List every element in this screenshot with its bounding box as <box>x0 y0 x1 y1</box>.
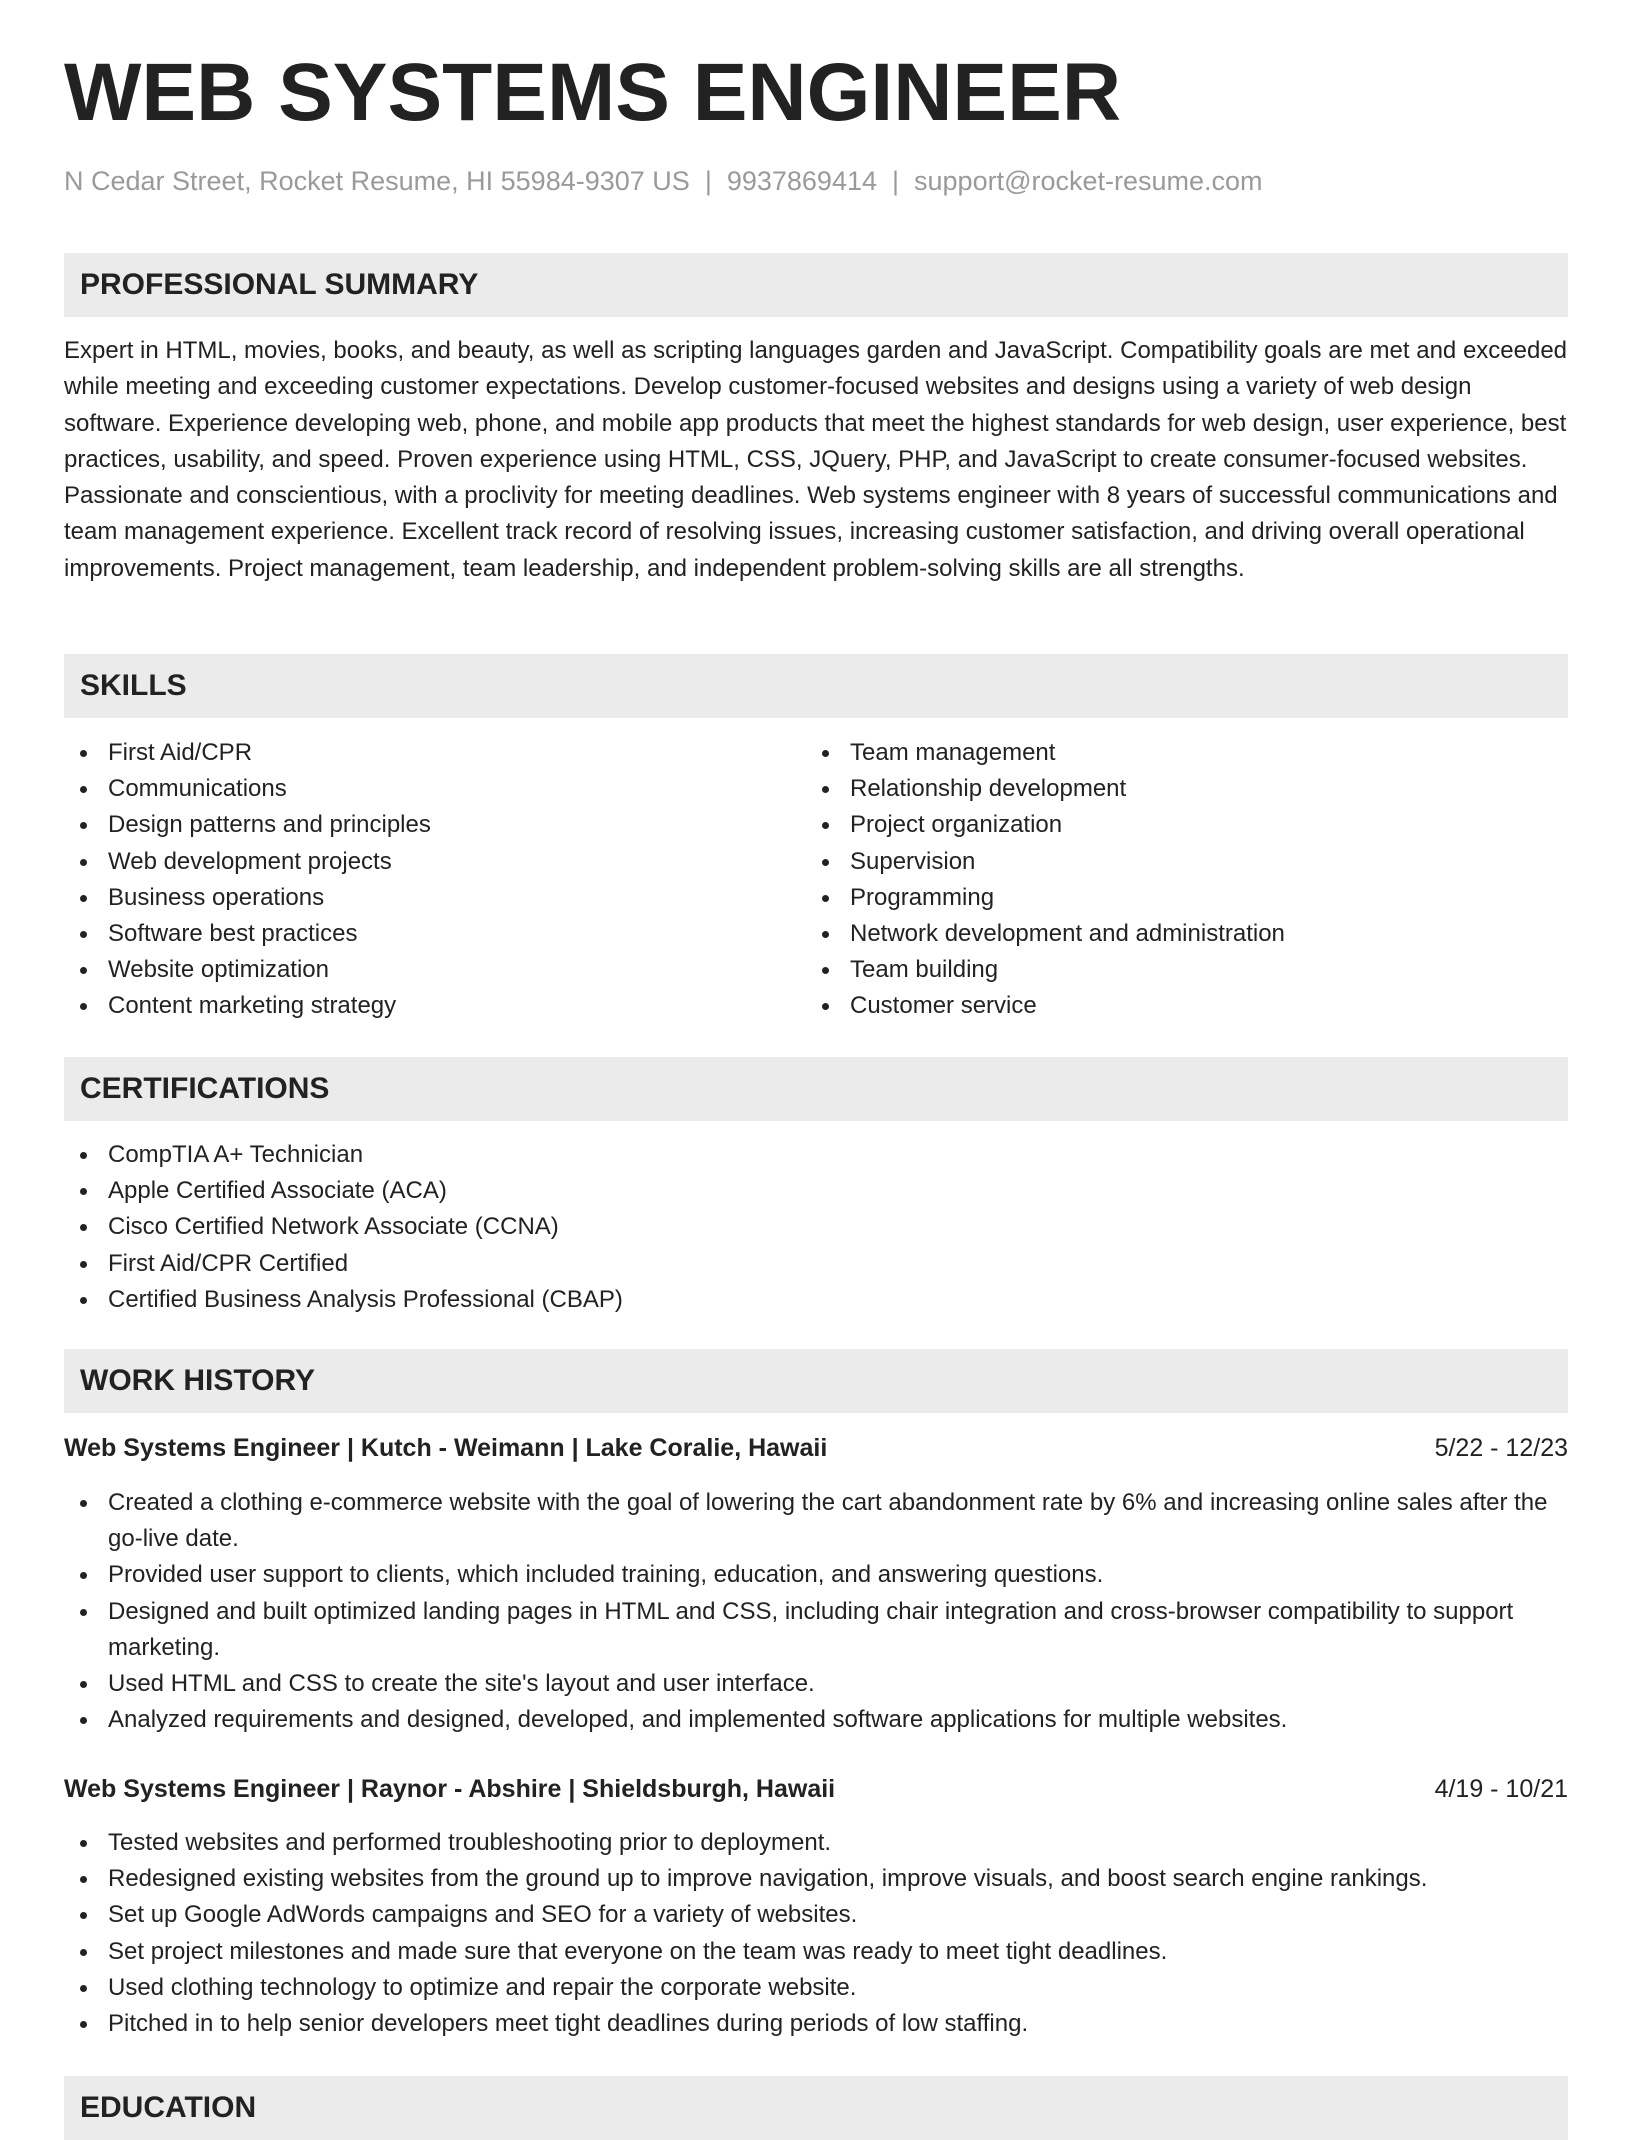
skill-item: Website optimization <box>64 952 784 988</box>
certification-item: Apple Certified Associate (ACA) <box>64 1173 1568 1209</box>
job-bullet: Used clothing technology to optimize and repair the corporate website. <box>64 1970 1568 2006</box>
certification-item: CompTIA A+ Technician <box>64 1137 1568 1173</box>
skill-item: Customer service <box>806 988 1566 1024</box>
job-bullet: Tested websites and performed troubleshooting prior to deployment. <box>64 1825 1568 1861</box>
contact-phone: 9937869414 <box>726 166 877 196</box>
education-heading: EDUCATION <box>64 2076 1568 2140</box>
job-bullet: Designed and built optimized landing pages in HTML and CSS, including chair integration and cross-browser compatibility to support marketing. <box>64 1594 1568 1666</box>
job-bullet: Set up Google AdWords campaigns and SEO for a variety of websites. <box>64 1897 1568 1933</box>
job-bullet: Created a clothing e-commerce website with the goal of lowering the cart abandonment rate by 6% and increasing online sales after the go-live date. <box>64 1485 1568 1557</box>
skill-item: Design patterns and principles <box>64 807 784 843</box>
contact-email: support@rocket-resume.com <box>914 166 1263 196</box>
contact-address: N Cedar Street, Rocket Resume, HI 55984-9307 US <box>64 166 690 196</box>
resume-title: WEB SYSTEMS ENGINEER <box>64 47 1122 138</box>
skill-item: Content marketing strategy <box>64 988 784 1024</box>
skill-item: Business operations <box>64 880 784 916</box>
job-bullet: Used HTML and CSS to create the site's layout and user interface. <box>64 1666 1568 1702</box>
job-bullets <box>64 1825 1568 2042</box>
work-history-heading: WORK HISTORY <box>64 1349 1568 1413</box>
skill-item: Team building <box>806 952 1566 988</box>
skill-item: Network development and administration <box>806 916 1566 952</box>
contact-separator: | <box>704 166 712 196</box>
certification-item: Certified Business Analysis Professional (CBAP) <box>64 1282 1568 1318</box>
contact-separator: | <box>892 166 900 196</box>
certifications-heading: CERTIFICATIONS <box>64 1057 1568 1121</box>
skill-item: Software best practices <box>64 916 784 952</box>
skill-item: Relationship development <box>806 771 1566 807</box>
skills-list-left <box>64 735 784 1025</box>
job-bullet: Set project milestones and made sure that everyone on the team was ready to meet tight deadlines. <box>64 1934 1568 1970</box>
job-dates: 5/22 - 12/23 <box>1434 1434 1568 1462</box>
skill-item: Communications <box>64 771 784 807</box>
job-bullet: Analyzed requirements and designed, developed, and implemented software applications for multiple websites. <box>64 1702 1568 1738</box>
skill-item: Supervision <box>806 844 1566 880</box>
skill-item: Team management <box>806 735 1566 771</box>
skill-item: Web development projects <box>64 844 784 880</box>
job-title: Web Systems Engineer | Kutch - Weimann | Lake Coralie, Hawaii <box>64 1434 828 1462</box>
certifications-list <box>64 1137 1568 1318</box>
job-dates: 4/19 - 10/21 <box>1434 1775 1568 1803</box>
job-title: Web Systems Engineer | Raynor - Abshire | Shieldsburgh, Hawaii <box>64 1775 836 1803</box>
certification-item: First Aid/CPR Certified <box>64 1246 1568 1282</box>
job-bullets <box>64 1485 1568 1738</box>
skills-list-right <box>806 735 1566 1025</box>
skill-item: First Aid/CPR <box>64 735 784 771</box>
contact-line <box>64 166 1263 197</box>
skills-heading: SKILLS <box>64 654 1568 718</box>
summary-text: Expert in HTML, movies, books, and beauty, as well as scripting languages garden and JavaScript. Compatibility goals are met and exceeded while meeting and exceeding customer expectations. Develop customer-focused websites and designs using a variety of web design software. Experience developing web, phone, and mobile app products that meet the highest standards for web design, user experience, best practices, usability, and speed. Proven experience using HTML, CSS, JQuery, PHP, and JavaScript to create consumer-focused websites. Passionate and conscientious, with a proclivity for meeting deadlines. Web systems engineer with 8 years of successful communications and team management experience. Excellent track record of resolving issues, increasing customer satisfaction, and driving overall operational improvements. Project management, team leadership, and independent problem-solving skills are all strengths. <box>64 337 1568 582</box>
certification-item: Cisco Certified Network Associate (CCNA) <box>64 1209 1568 1245</box>
skill-item: Project organization <box>806 807 1566 843</box>
job-bullet: Provided user support to clients, which included training, education, and answering questions. <box>64 1557 1568 1593</box>
job-bullet: Pitched in to help senior developers meet tight deadlines during periods of low staffing. <box>64 2006 1568 2042</box>
skill-item: Programming <box>806 880 1566 916</box>
job-bullet: Redesigned existing websites from the ground up to improve navigation, improve visuals, and boost search engine rankings. <box>64 1861 1568 1897</box>
summary-heading: PROFESSIONAL SUMMARY <box>64 253 1568 317</box>
